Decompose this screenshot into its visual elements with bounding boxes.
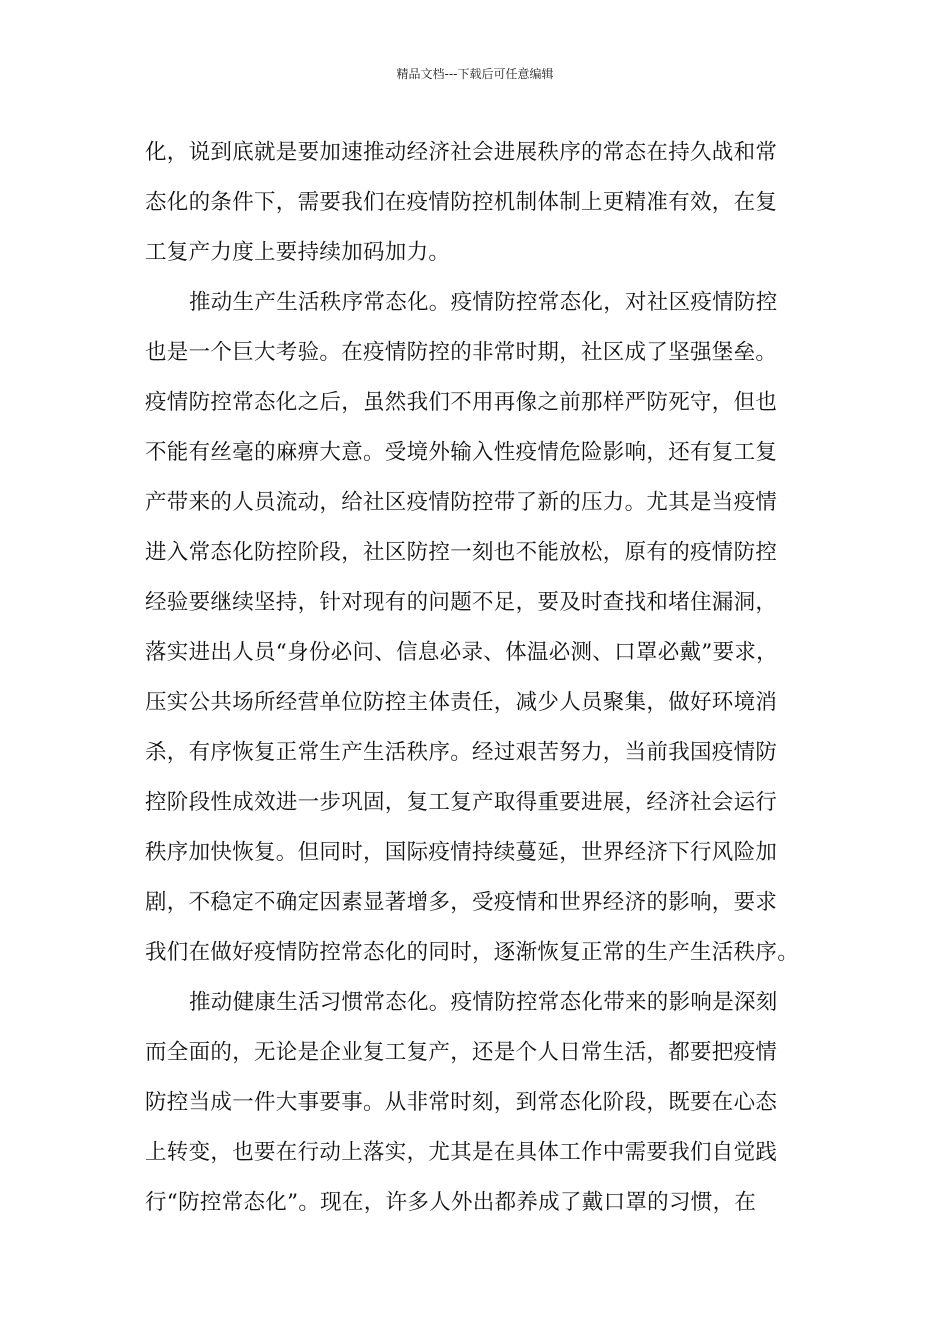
- text-line: 杀，有序恢复正常生产生活秩序。经过艰苦努力，当前我国疫情防: [145, 740, 778, 765]
- page-header: 精品文档---下载后可任意编辑: [396, 67, 554, 81]
- text-line: 推动健康生活习惯常态化。疫情防控常态化带来的影响是深刻: [189, 990, 778, 1015]
- paragraph-3: [145, 978, 825, 1228]
- text-line: 经验要继续坚持，针对现有的问题不足，要及时查找和堵住漏洞，: [145, 590, 778, 615]
- text-line: 防控当成一件大事要事。从非常时刻，到常态化阶段，既要在心态: [145, 1090, 778, 1115]
- text-line: 剧，不稳定不确定因素显著增多，受疫情和世界经济的影响，要求: [145, 890, 778, 915]
- text-line: 控阶段性成效进一步巩固，复工复产取得重要进展，经济社会运行: [145, 790, 778, 815]
- text-line: 工复产力度上要持续加码加力。: [145, 240, 451, 265]
- text-line: 行“防控常态化”。现在，许多人外出都养成了戴口罩的习惯，在: [145, 1190, 757, 1215]
- text-line: 而全面的，无论是企业复工复产，还是个人日常生活，都要把疫情: [145, 1040, 778, 1065]
- text-line: 也是一个巨大考验。在疫情防控的非常时期，社区成了坚强堡垒。: [145, 340, 778, 365]
- text-line: 态化的条件下，需要我们在疫情防控机制体制上更精准有效，在复: [145, 190, 778, 215]
- text-line: 上转变，也要在行动上落实，尤其是在具体工作中需要我们自觉践: [145, 1140, 778, 1165]
- text-line: 产带来的人员流动，给社区疫情防控带了新的压力。尤其是当疫情: [145, 490, 778, 515]
- text-line: 压实公共场所经营单位防控主体责任，减少人员聚集，做好环境消: [145, 690, 778, 715]
- text-line: 疫情防控常态化之后，虽然我们不用再像之前那样严防死守，但也: [145, 390, 778, 415]
- text-line: 秩序加快恢复。但同时，国际疫情持续蔓延，世界经济下行风险加: [145, 840, 778, 865]
- text-line: 进入常态化防控阶段，社区防控一刻也不能放松，原有的疫情防控: [145, 540, 778, 565]
- text-line: 不能有丝毫的麻痹大意。受境外输入性疫情危险影响，还有复工复: [145, 440, 778, 465]
- document-body: [145, 128, 825, 1228]
- text-line: 推动生产生活秩序常态化。疫情防控常态化，对社区疫情防控: [189, 290, 778, 315]
- text-line: 化，说到底就是要加速推动经济社会进展秩序的常态在持久战和常: [145, 140, 778, 165]
- paragraph-2: [145, 278, 825, 978]
- paragraph-1: [145, 128, 825, 278]
- text-line: 我们在做好疫情防控常态化的同时，逐渐恢复正常的生产生活秩序。: [145, 940, 800, 965]
- text-line: 落实进出人员“身份必问、信息必录、体温必测、口罩必戴”要求，: [145, 640, 778, 665]
